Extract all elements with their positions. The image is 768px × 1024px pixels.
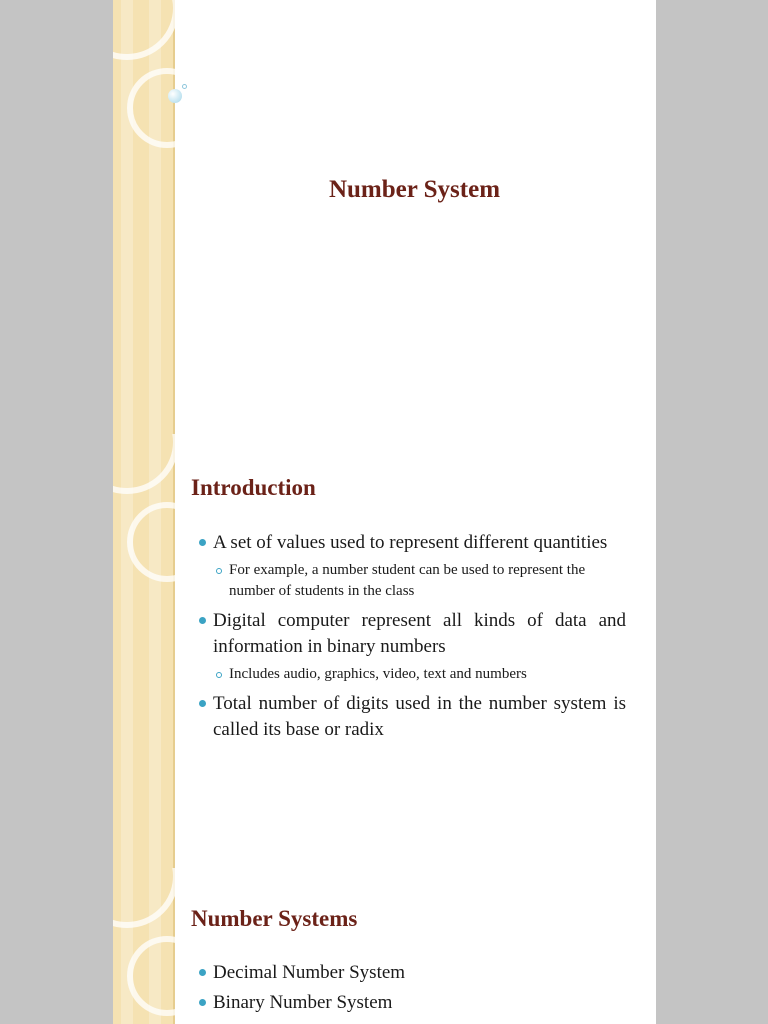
decorative-ring (127, 936, 207, 1016)
slide-heading: Introduction (191, 475, 316, 500)
decorative-ring (127, 68, 207, 148)
bullet-item: Binary Number System (199, 990, 626, 1016)
band-stripe (121, 434, 133, 868)
band-stripe (121, 0, 133, 434)
slide-introduction (113, 434, 656, 868)
decorative-band (113, 868, 175, 1024)
bullet-item: Digital computer represent all kinds of data and information in binary numbers (199, 608, 626, 660)
bullet-item: A set of values used to represent different quantities (199, 530, 626, 556)
slide-heading: Number Systems (191, 906, 358, 931)
bullet-item: Total number of digits used in the number system is called its base or radix (199, 691, 626, 743)
bullet-item: Decimal Number System (199, 960, 626, 986)
bullet-list (199, 960, 626, 1016)
band-stripe (149, 0, 161, 434)
decorative-ring (127, 502, 207, 582)
band-stripe (149, 434, 161, 868)
decorative-band (113, 0, 175, 434)
bubble-icon (182, 84, 187, 89)
bullet-list (199, 530, 626, 743)
slide-title-text: Number System (328, 176, 501, 203)
sub-bullet-item: For example, a number student can be used to represent the number of students in the class (199, 560, 626, 602)
bubble-icon (168, 89, 182, 103)
decorative-ring (113, 434, 179, 494)
decorative-band (113, 434, 175, 868)
sub-bullet-item: Includes audio, graphics, video, text and numbers (199, 664, 626, 685)
slide-number-systems (113, 868, 656, 1024)
decorative-ring (113, 0, 179, 60)
slide-title (113, 0, 656, 434)
decorative-ring (113, 868, 179, 928)
